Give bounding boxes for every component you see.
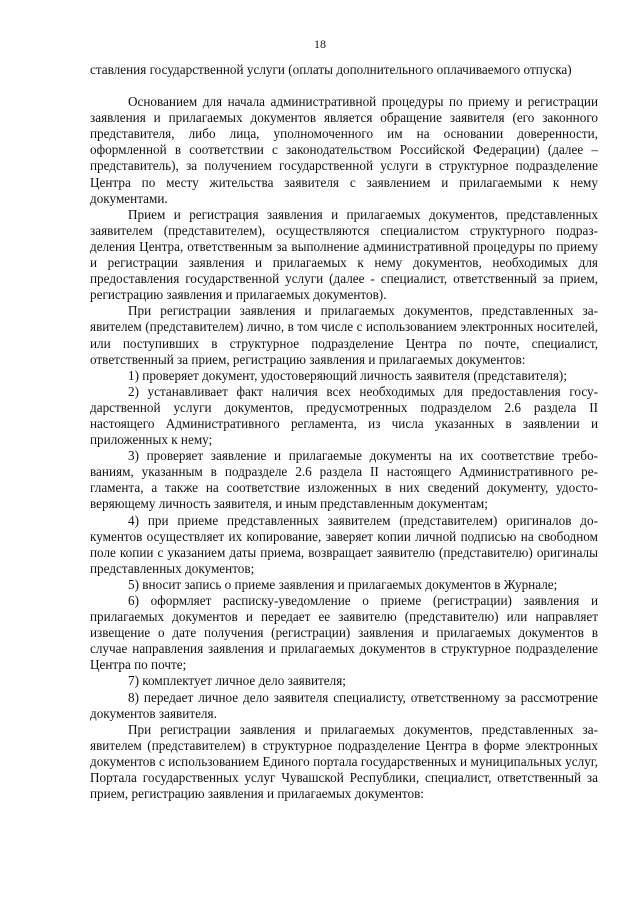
paragraph: Прием и регистрация заявления и прилагаемых документов, представленных заявителем (представителем), осуществляются специалистом структурного подразделения Центра, ответственным за выполнение административной процедуры по приему и регистрации заявления и прилагаемых к нему документов, необходимых для предоставления государственной услуги (далее - специалист, ответственный за прием, регистрацию заявления и прилагаемых документов). [90, 206, 598, 303]
list-item: 4) при приеме представленных заявителем (представителем) оригиналов документов осуществляет их копирование, заверяет копии личной подписью на свободном поле копии с указанием даты приема, возвращает заявителю (представителю) оригиналы представленных документов; [90, 512, 598, 576]
paragraph: ставления государственной услуги (оплаты дополнительного оплачиваемого отпуска) [90, 62, 572, 77]
list-item: 8) передает личное дело заявителя специалисту, ответственному за рассмотрение документов заявителя. [90, 689, 598, 721]
paragraph-spacer [90, 78, 598, 94]
list-item: 1) проверяет документ, удостоверяющий личность заявителя (представителя); [128, 367, 567, 383]
paragraph: При регистрации заявления и прилагаемых документов, представленных заявителем (представителем) в структурное подразделение Центра в форме электронных документов с использованием Единого портала государственных и муниципальных услуг, Портала государственных услуг Чувашской Республики, специалист, ответственный за прием, регистрацию заявления и прилагаемых документов: [90, 721, 598, 802]
list-item: 3) проверяет заявление и прилагаемые документы на их соответствие требованиям, указанным в подразделе 2.6 раздела II настоящего Административного регламента, а также на соответствие изложенных в них сведений документу, удостоверяющему личность заявителя, и иным представленным документам; [90, 448, 598, 512]
list-item: 7) комплектует личное дело заявителя; [128, 673, 346, 689]
list-item: 6) оформляет расписку-уведомление о приеме (регистрации) заявления и прилагаемых документов и передает ее заявителю (представителю) или направляет извещение о дате получения (регистрации) заявления и прилагаемых документов в случае направления заявления и прилагаемых документов в структурное подразделение Центра по почте; [90, 593, 598, 673]
document-body [90, 62, 598, 802]
paragraph: При регистрации заявления и прилагаемых документов, представленных заявителем (представителем) лично, в том числе с использованием электронных носителей, или поступивших в структурное подразделение Центра по почте, специалист, ответственный за прием, регистрацию заявления и прилагаемых документов: [90, 303, 598, 367]
list-item: 5) вносит запись о приеме заявления и прилагаемых документов в Журнале; [128, 576, 558, 592]
paragraph: Основанием для начала административной процедуры по приему и регистрации заявления и прилагаемых документов является обращение заявителя (его законного представителя, либо лица, уполномоченного им на основании доверенности, оформленной в соответствии с законодательством Российской Федерации) (далее – представитель), за получением государственной услуги в структурное подразделение Центра по месту жительства заявителя с заявлением и прилагаемыми к нему документами. [90, 94, 598, 206]
list-item: 2) устанавливает факт наличия всех необходимых для предоставления государственной услуги документов, предусмотренных подразделом 2.6 раздела II настоящего Административного регламента, из числа указанных в заявлении и приложенных к нему; [90, 383, 598, 448]
page-number: 18 [314, 37, 326, 51]
